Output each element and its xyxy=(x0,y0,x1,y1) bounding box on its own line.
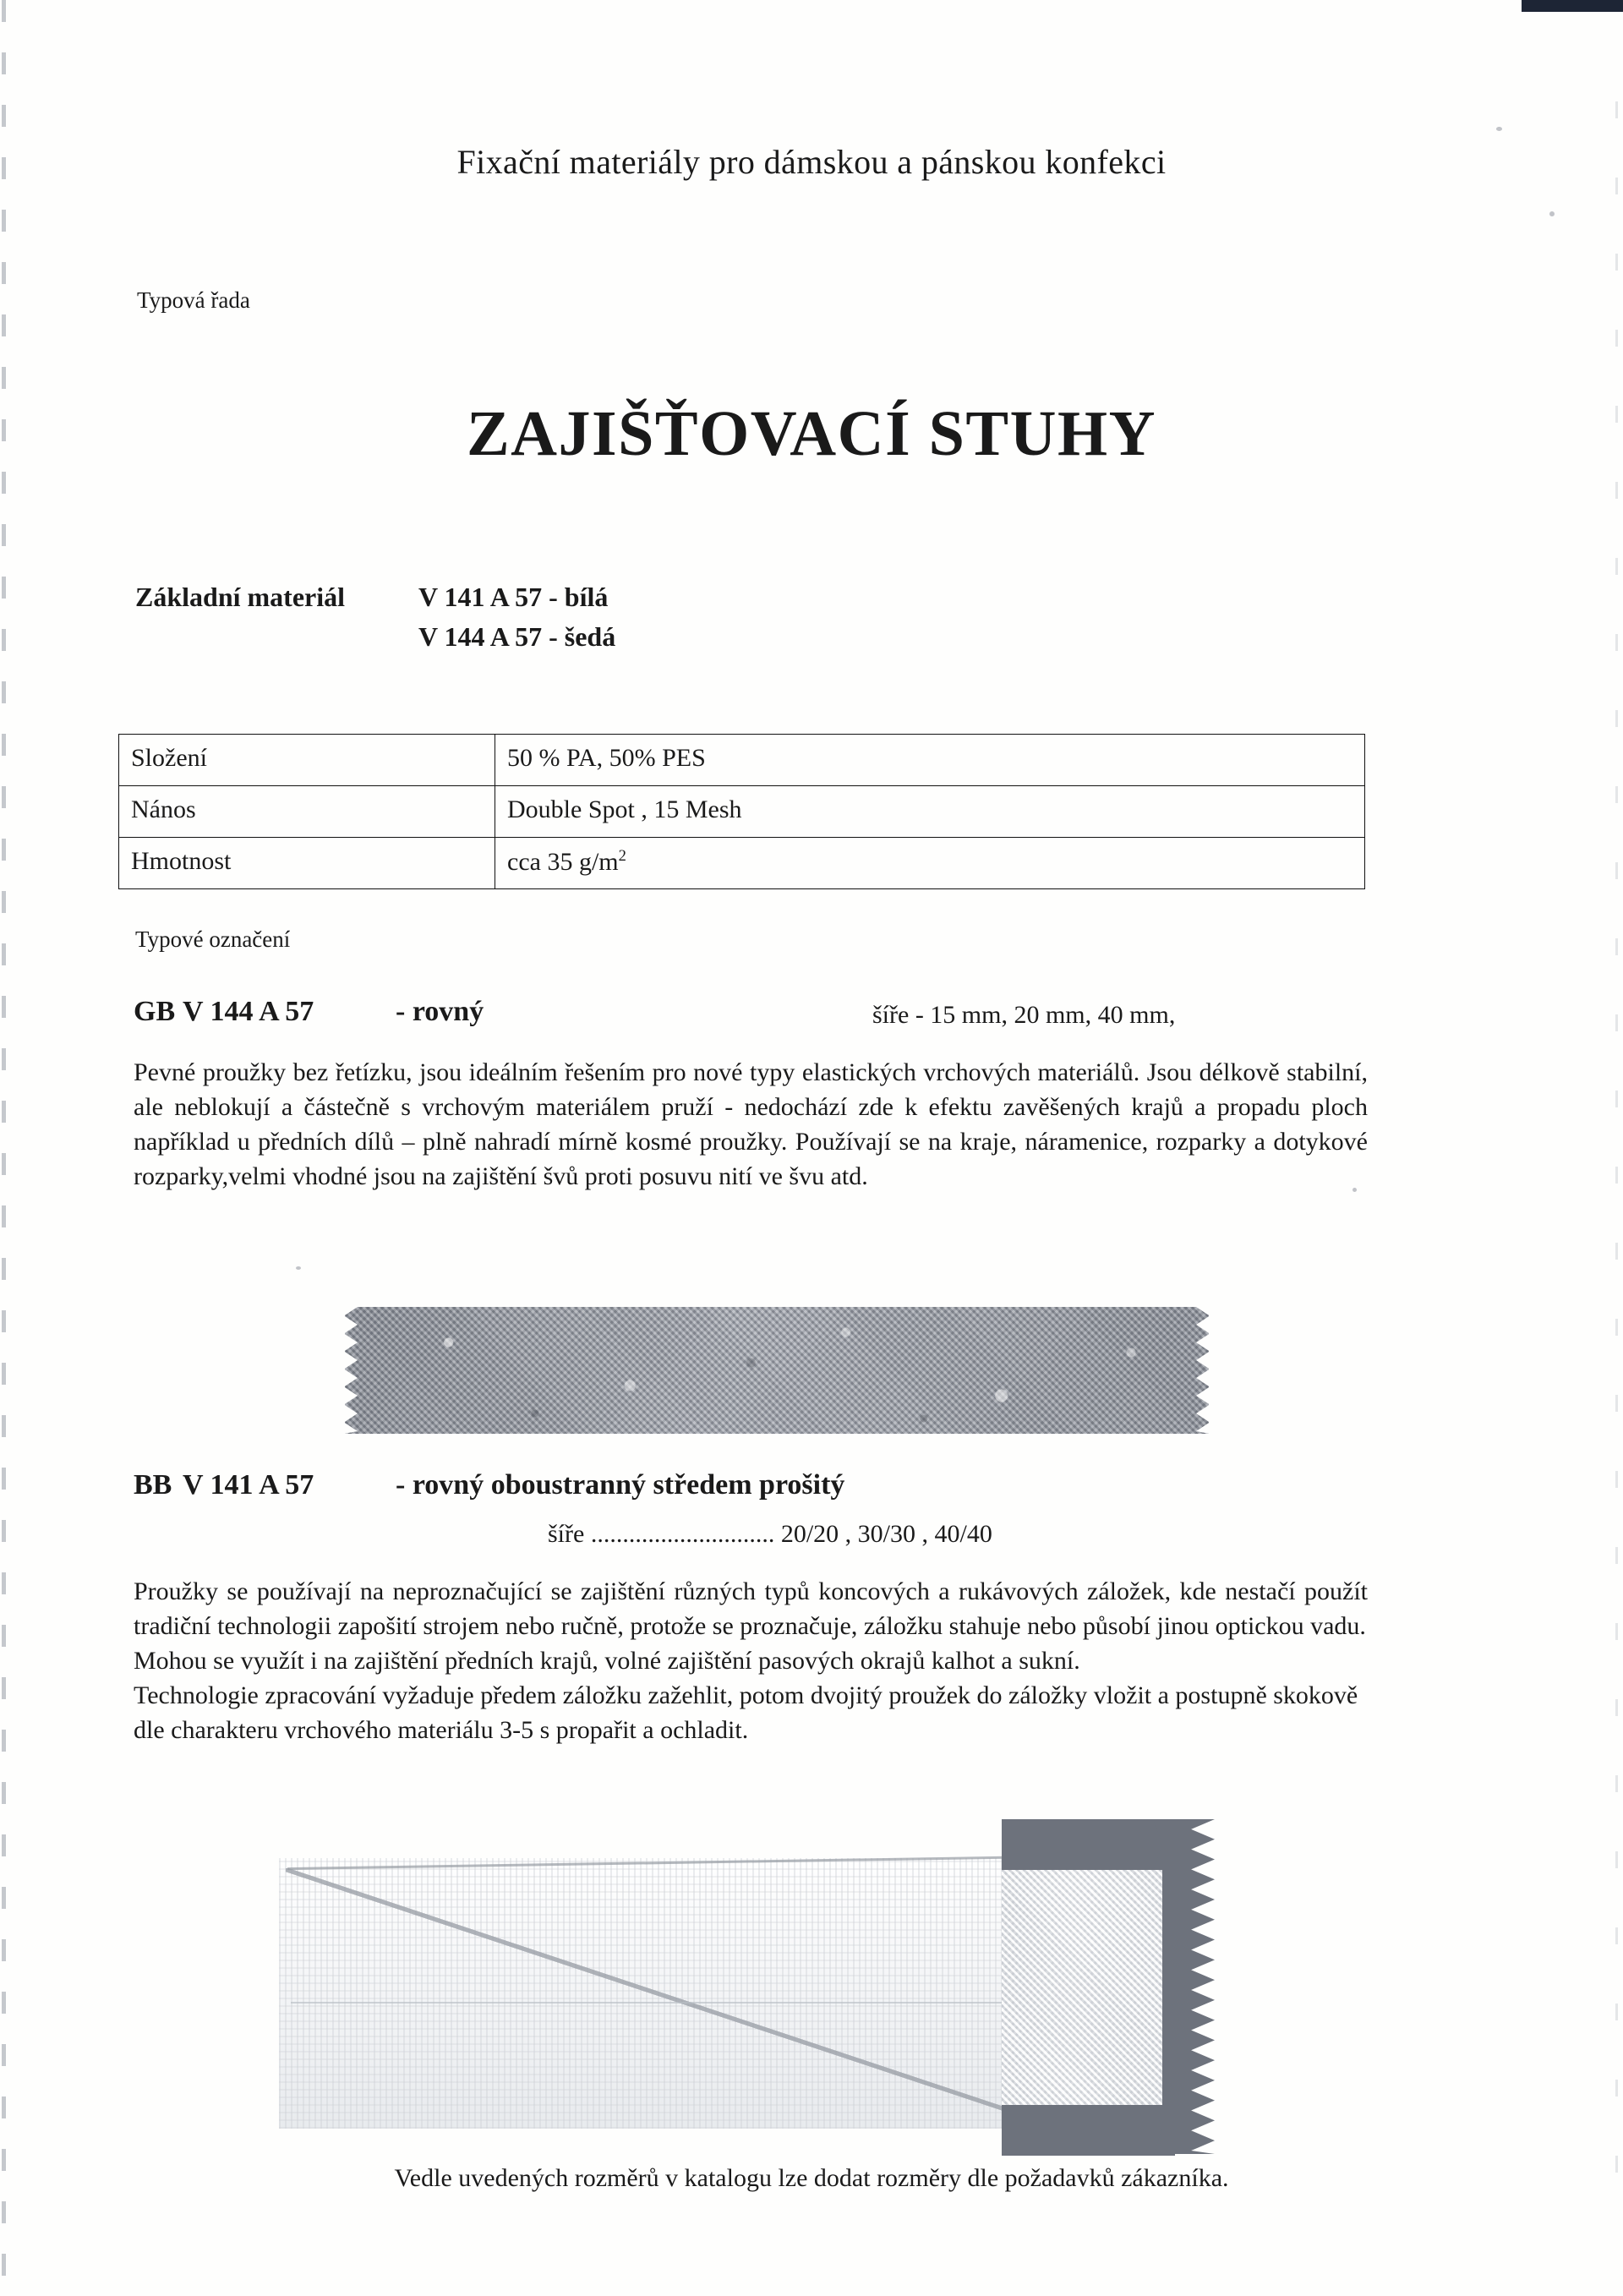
fabric-sample-bb-tape-top-block xyxy=(1002,1819,1175,1870)
product-description-bb-line-2: Mohou se využít i na zajištění předních krajů, volné zajištění pasových okrajů kalhot a sukní. xyxy=(134,1647,1080,1675)
type-designation-label: Typové označení xyxy=(135,927,291,952)
page-title: Fixační materiály pro dámskou a pánskou konfekci xyxy=(456,143,1167,181)
product-heading-gb xyxy=(134,996,484,1028)
fabric-sample-bb-pinked-edge-right xyxy=(1162,1819,1215,2154)
product-code-gb: V 144 A 57 xyxy=(183,996,314,1027)
scan-speck xyxy=(1496,127,1502,131)
spec-key-hmotnost: Hmotnost xyxy=(119,838,495,889)
product-description-gb: Pevné proužky bez řetízku, jsou ideálním řešením pro nové typy elastických vrchových materiálů. Jsou délkově stabilní, ale neblokují a částečně s vrchovým materiálem pruží - nedochází zde k efektu zavěšených krajů a propadu ploch například u předních dílů – plně nahradí mírně kosmé proužky. Používají se na kraje, náramenice, rozparky a dotykové rozparky,velmi vhodné jsou na zajištění švů proti posuvu nití ve švu atd. xyxy=(134,1058,1368,1190)
table-row xyxy=(119,838,1365,889)
product-description-bb-line-3: Technologie zpracování vyžaduje předem záložku zažehlit, potom dvojitý proužek do záložky vložit a postupně skokově dle charakteru vrchového materiálu 3-5 s propařit a ochladit. xyxy=(134,1681,1358,1744)
table-row xyxy=(119,786,1365,838)
main-heading: ZAJIŠŤOVACÍ STUHY xyxy=(466,398,1156,469)
spec-value-hmotnost xyxy=(495,838,1365,889)
product-code-bb: V 141 A 57 xyxy=(183,1469,314,1501)
fabric-sample-gb xyxy=(345,1307,1209,1434)
product-code-prefix-gb: GB xyxy=(134,996,176,1027)
product-description-bb xyxy=(134,1574,1368,1747)
base-material-block xyxy=(135,582,1319,661)
scan-speck xyxy=(296,1266,301,1270)
specification-table xyxy=(118,734,1365,889)
series-label: Typová řada xyxy=(137,287,250,313)
spec-value-hmotnost-text: cca 35 g/m xyxy=(507,847,619,876)
scan-artifact-left-edge xyxy=(2,0,6,2296)
spec-key-nanos: Nános xyxy=(119,786,495,838)
base-material-label: Základní materiál xyxy=(135,582,346,612)
product-size-line-bb: šíře ............................. 20/20 , 30/30 , 40/40 xyxy=(548,1520,992,1548)
fabric-sample-bb-tape xyxy=(1002,1865,1175,2118)
product-variant-gb: - rovný xyxy=(396,996,484,1027)
product-heading-bb xyxy=(134,1469,844,1501)
fabric-sample-bb xyxy=(279,1818,1234,2156)
base-material-values xyxy=(418,582,615,661)
product-variant-bb: - rovný oboustranný středem prošitý xyxy=(396,1469,845,1501)
footer-note: Vedle uvedených rozměrů v katalogu lze dodat rozměry dle požadavků zákazníka. xyxy=(394,2164,1229,2192)
spec-key-slozeni: Složení xyxy=(119,735,495,786)
table-row xyxy=(119,735,1365,786)
base-material-value-grey: V 144 A 57 - šedá xyxy=(418,621,616,652)
fabric-sample-bb-tape-bottom-block xyxy=(1002,2105,1175,2156)
spec-value-nanos: Double Spot , 15 Mesh xyxy=(495,786,1365,838)
product-description-bb-line-1: Proužky se používají na neproznačující se zajištění různých typů koncových a rukávových záložek, kde nestačí použít tradiční technologii zapošití strojem nebo ručně, protože se proznačuje, záložku stahuje nebo působí jinou optickou vadu. xyxy=(134,1577,1368,1640)
scan-speck xyxy=(1549,211,1555,216)
fabric-sample-bb-diagonal-seam xyxy=(286,1868,1046,2122)
fabric-sample-gb-cloth xyxy=(345,1307,1209,1434)
product-widths-gb: šíře - 15 mm, 20 mm, 40 mm, xyxy=(872,1001,1176,1029)
product-code-prefix-bb: BB xyxy=(134,1469,172,1501)
base-material-value-white: V 141 A 57 - bílá xyxy=(418,582,609,612)
spec-value-hmotnost-exponent: 2 xyxy=(618,846,626,865)
fabric-sample-bb-middle-seam xyxy=(291,2002,1009,2004)
spec-value-slozeni: 50 % PA, 50% PES xyxy=(495,735,1365,786)
scan-artifact-corner-block xyxy=(1522,0,1623,12)
